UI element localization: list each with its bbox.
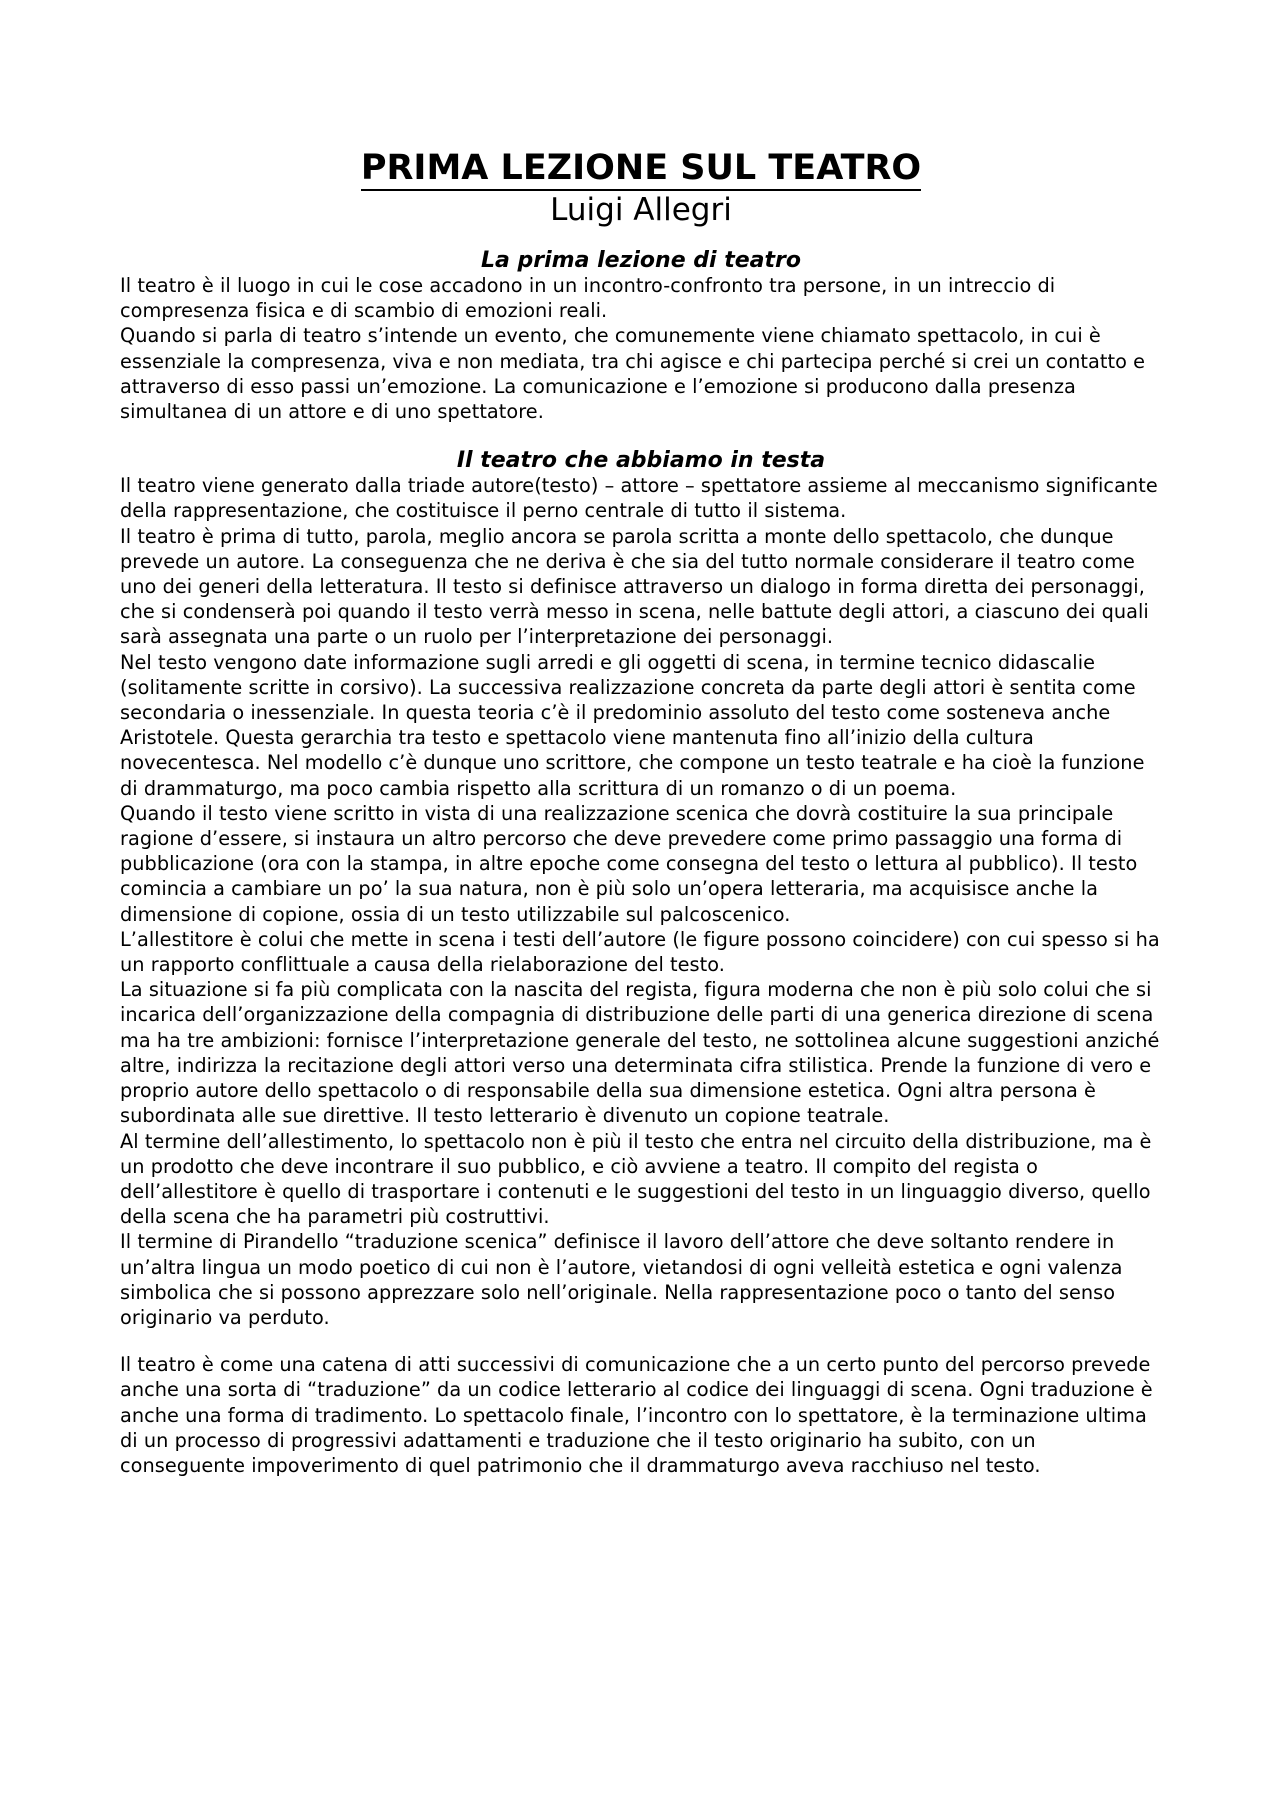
spacer [120,1330,1162,1352]
document-page [120,148,1162,1478]
paragraph: Al termine dell’allestimento, lo spettacolo non è più il testo che entra nel circuito della distribuzione, ma è un prodotto che deve incontrare il suo pubblico, e ciò avviene a teatro. Il compito del regista o dell’allestitore è quello di trasportare i contenuti e le suggestioni del testo in un linguaggio diverso, quello della scena che ha parametri più costruttivi. [120,1129,1152,1229]
paragraph: Quando si parla di teatro s’intende un evento, che comunemente viene chiamato spettacolo, in cui è essenziale la compresenza, viva e non mediata, tra chi agisce e chi partecipa perché si crei un contatto e attraverso di esso passi un’emozione. La comunicazione e l’emozione si producono dalla presenza simultanea di un attore e di uno spettatore. [120,324,1146,424]
document-author: Luigi Allegri [550,192,732,228]
paragraph: La situazione si fa più complicata con la nascita del regista, figura moderna che non è più solo colui che si incarica dell’organizzazione della compagnia di distribuzione delle parti di una generica direzione di scena ma ha tre ambizioni: fornisce l’interpretazione generale del testo, ne sottolinea alcune suggestioni anziché altre, indirizza la recitazione degli attori verso una determinata cifra stilistica. Prende la funzione di vero e proprio autore dello spettacolo o di responsabile della sua dimensione estetica. Ogni altra persona è subordinata alle sue direttive. Il testo letterario è divenuto un copione teatrale. [120,978,1160,1128]
spacer [120,424,1162,448]
paragraph: Il teatro è prima di tutto, parola, meglio ancora se parola scritta a monte dello spettacolo, che dunque prevede un autore. La conseguenza che ne deriva è che sia del tutto normale considerare il teatro come uno dei generi della letteratura. Il testo si definisce attraverso un dialogo in forma diretta dei personaggi, che si condenserà poi quando il testo verrà messo in scena, nelle battute degli attori, a ciascuno dei quali sarà assegnata una parte o un ruolo per l’interpretazione dei personaggi. [120,524,1149,649]
section-heading: Il teatro che abbiamo in testa [456,448,826,474]
paragraph: L’allestitore è colui che mette in scena i testi dell’autore (le figure possono coincidere) con cui spesso si ha un rapporto conflittuale a causa della rielaborazione del testo. [120,927,1160,977]
paragraph: Il teatro è il luogo in cui le cose accadono in un incontro-confronto tra persone, in un intreccio di compresenza fisica e di scambio di emozioni reali. [120,274,1056,323]
section-prima-lezione [120,248,1162,424]
document-title-text: PRIMA LEZIONE SUL TEATRO [361,148,921,191]
paragraph: Quando il testo viene scritto in vista di una realizzazione scenica che dovrà costituire la sua principale ragione d’essere, si instaura un altro percorso che deve prevedere come primo passaggio una forma di pubblicazione (ora con la stampa, in altre epoche come consegna del testo o lettura al pubblico). Il testo comincia a cambiare un po’ la sua natura, non è più solo un’opera letteraria, ma acquisisce anche la dimensione di copione, ossia di un testo utilizzabile sul palcoscenico. [120,801,1138,926]
paragraph: Il termine di Pirandello “traduzione scenica” definisce il lavoro dell’attore che deve soltanto rendere in un’altra lingua un modo poetico di cui non è l’autore, vietandosi di ogni velleità estetica e ogni valenza simbolica che si possono apprezzare solo nell’originale. Nella rappresentazione poco o tanto del senso originario va perduto. [120,1230,1123,1329]
paragraph: Il teatro viene generato dalla triade autore(testo) – attore – spettatore assieme al meccanismo significante della rappresentazione, che costituisce il perno centrale di tutto il sistema. [120,474,1158,523]
section-heading: La prima lezione di teatro [481,248,801,273]
document-title [120,148,1162,188]
section-teatro-in-testa [120,448,1162,1478]
paragraph: Nel testo vengono date informazione sugli arredi e gli oggetti di scena, in termine tecnico didascalie (solitamente scritte in corsivo). La successiva realizzazione concreta da parte degli attori è sentita come secondaria o inessenziale. In questa teoria c’è il predominio assoluto del testo come sosteneva anche Aristotele. Questa gerarchia tra testo e spettacolo viene mantenuta fino all’inizio della cultura novecentesca. Nel modello c’è dunque uno scrittore, che compone un testo teatrale e ha cioè la funzione di drammaturgo, ma poco cambia rispetto alla scrittura di un romanzo o di un poema. [120,650,1145,800]
closing-paragraph: Il teatro è come una catena di atti successivi di comunicazione che a un certo punto del percorso prevede anche una sorta di “traduzione” da un codice letterario al codice dei linguaggi di scena. Ogni traduzione è anche una forma di tradimento. Lo spettacolo finale, l’incontro con lo spettatore, è la terminazione ultima di un processo di progressivi adattamenti e traduzione che il testo originario ha subito, con un conseguente impoverimento di quel patrimonio che il drammaturgo aveva racchiuso nel testo. [120,1353,1153,1477]
